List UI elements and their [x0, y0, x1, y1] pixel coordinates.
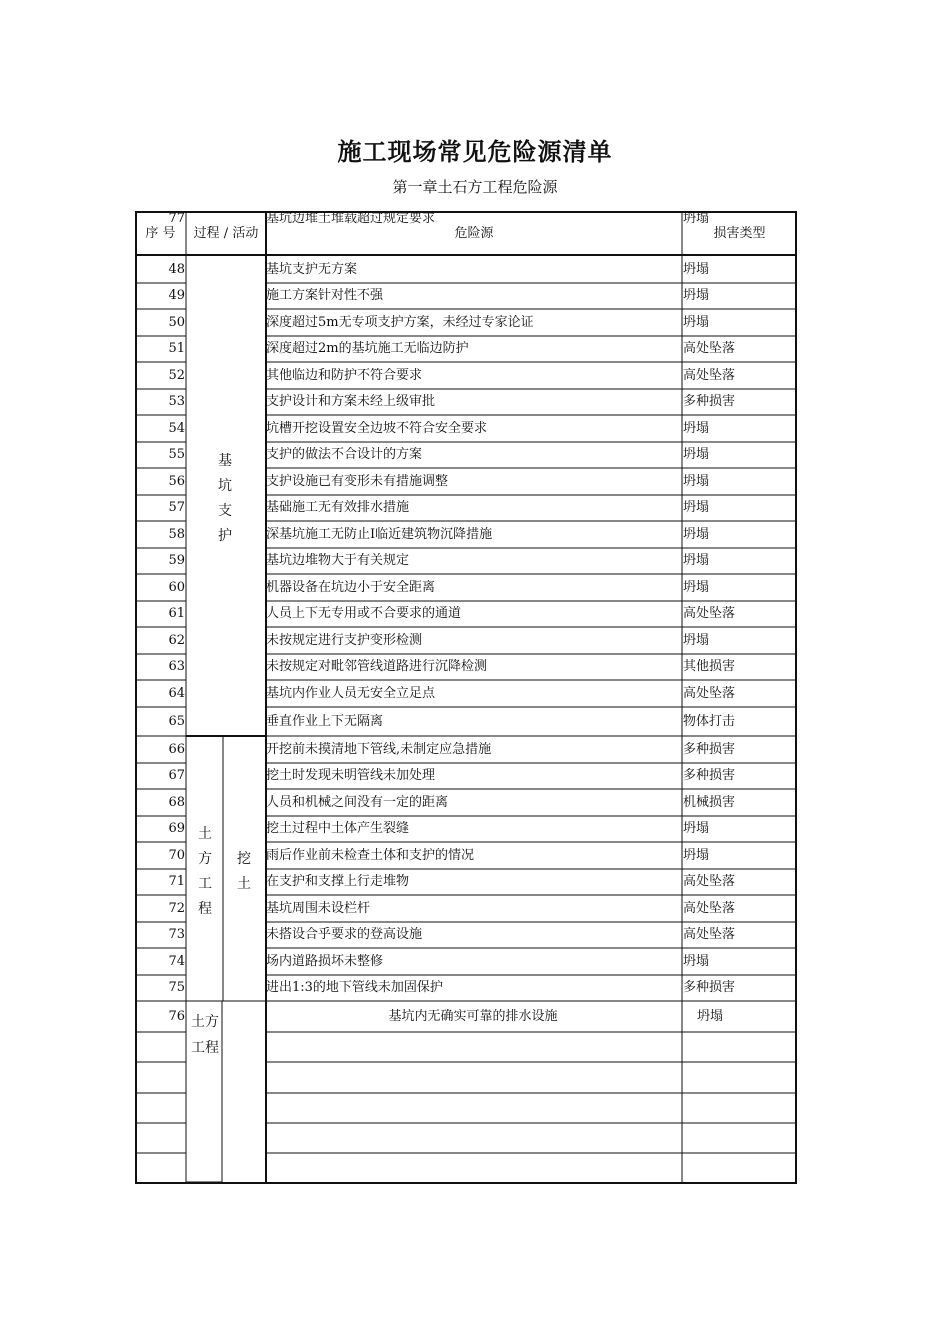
row-seq: 54	[168, 420, 185, 436]
row-hazard: 深基坑施工无防止I临近建筑物沉降措施	[266, 526, 493, 542]
row-hazard: 其他临边和防护不符合要求	[266, 367, 423, 383]
row-harm: 坍塌	[683, 473, 710, 489]
row-hazard: 深度超过5m无专项支护方案，未经过专家论证	[266, 314, 534, 330]
row-hazard: 场内道路损坏未整修	[266, 953, 384, 969]
row-hazard: 人员上下无专用或不合要求的通道	[266, 606, 462, 621]
row-hazard: 未按规定进行支护变形检测	[266, 632, 423, 648]
row-harm: 坍塌	[683, 821, 710, 836]
row-harm: 多种损害	[683, 768, 736, 783]
row-seq: 67	[168, 768, 185, 783]
row-harm: 坍塌	[697, 1008, 724, 1024]
row-hazard: 施工方案针对性不强	[266, 288, 384, 303]
row-seq: 75	[168, 980, 185, 995]
row-hazard: 基坑周围未设栏杆	[266, 900, 371, 916]
row-hazard: 基坑边堆物大于有关规定	[266, 553, 410, 568]
row-seq: 53	[168, 394, 185, 409]
row-seq: 73	[168, 927, 185, 942]
row-hazard: 支护设施已有变形未有措施调整	[266, 473, 449, 489]
row-hazard: 垂直作业上下无隔离	[266, 713, 384, 729]
row-hazard: 坑槽开挖设置安全边坡不符合安全要求	[266, 420, 488, 436]
row-hazard: 基坑内无确实可靠的排水设施	[388, 1008, 558, 1024]
row-seq: 61	[168, 606, 185, 621]
group-pit-support: 基 坑 支 护	[218, 453, 232, 544]
row-harm: 高处坠落	[683, 606, 736, 621]
row-harm: 高处坠落	[683, 367, 736, 383]
row-seq: 48	[168, 261, 185, 277]
row-seq: 63	[168, 659, 185, 674]
group-earthwork-2: 土方工程	[191, 1014, 219, 1056]
row-hazard: 深度超过2m的基坑施工无临边防护	[266, 341, 469, 356]
row-seq: 60	[168, 579, 185, 595]
row-harm: 坍塌	[683, 553, 710, 568]
row-harm: 高处坠落	[683, 341, 736, 356]
row-seq: 66	[168, 741, 185, 757]
row-hazard: 基坑边堆土堆载超过规定要求	[266, 211, 436, 226]
row-seq: 50	[168, 314, 185, 330]
row-seq: 59	[168, 553, 185, 568]
document-subtitle: 第一章土石方工程危险源	[392, 178, 558, 196]
row-harm: 高处坠落	[683, 874, 736, 889]
row-hazard: 基坑支护无方案	[266, 261, 358, 277]
row-harm: 高处坠落	[683, 685, 736, 701]
row-seq: 76	[168, 1008, 185, 1024]
row-harm: 坍塌	[683, 632, 710, 648]
row-hazard: 挖土时发现未明管线未加处理	[266, 768, 436, 783]
row-harm: 坍塌	[683, 211, 710, 226]
header-process: 过程 / 活动	[193, 226, 259, 241]
row-hazard: 进出1:3的地下管线未加固保护	[266, 980, 443, 995]
row-harm: 多种损害	[683, 394, 736, 409]
row-hazard: 挖土过程中土体产生裂缝	[266, 821, 410, 836]
row-harm: 坍塌	[683, 314, 710, 330]
row-hazard: 未按规定对毗邻管线道路进行沉降检测	[266, 659, 488, 674]
row-seq: 65	[168, 713, 185, 729]
row-harm: 其他损害	[683, 659, 736, 674]
row-harm: 坍塌	[683, 579, 710, 595]
row-seq: 74	[168, 953, 185, 969]
row-hazard: 支护设计和方案未经上级审批	[266, 394, 436, 409]
row-harm: 坍塌	[683, 847, 710, 863]
row-harm: 多种损害	[683, 741, 736, 757]
hazard-table	[135, 211, 797, 1184]
row-seq: 71	[168, 874, 185, 889]
row-seq: 69	[168, 821, 185, 836]
group-excavation: 挖 土	[237, 851, 251, 892]
row-seq: 64	[168, 685, 185, 701]
row-harm: 坍塌	[683, 420, 710, 436]
row-harm: 坍塌	[683, 526, 710, 542]
row-seq: 70	[168, 847, 185, 863]
row-harm: 坍塌	[683, 288, 710, 303]
row-hazard: 基础施工无有效排水措施	[266, 500, 410, 515]
row-seq: 68	[168, 794, 185, 810]
row-seq: 52	[168, 367, 185, 383]
row-harm: 坍塌	[683, 953, 710, 969]
row-harm: 物体打击	[683, 713, 736, 729]
row-seq: 56	[168, 473, 185, 489]
row-hazard: 在支护和支撑上行走堆物	[266, 874, 410, 889]
document-title: 施工现场常见危险源清单	[337, 137, 613, 166]
header-harm: 损害类型	[713, 226, 766, 241]
row-harm: 高处坠落	[683, 900, 736, 916]
row-seq: 77	[168, 211, 185, 226]
header-hazard: 危险源	[454, 226, 494, 241]
row-seq: 58	[168, 526, 185, 542]
row-seq: 57	[168, 500, 185, 515]
row-harm: 坍塌	[683, 500, 710, 515]
row-hazard: 机器设备在坑边小于安全距离	[266, 579, 436, 595]
row-harm: 机械损害	[683, 794, 736, 810]
row-seq: 55	[168, 447, 185, 462]
row-hazard: 开挖前未摸清地下管线,未制定应急措施	[266, 741, 492, 757]
row-seq: 49	[168, 288, 185, 303]
row-seq: 51	[168, 341, 185, 356]
group-earthwork: 土 方 工 程	[198, 826, 212, 917]
row-harm: 坍塌	[683, 261, 710, 277]
row-harm: 坍塌	[683, 447, 710, 462]
row-hazard: 支护的做法不合设计的方案	[266, 447, 423, 462]
row-seq: 62	[168, 632, 185, 648]
header-seq: 序 号	[145, 226, 176, 241]
row-hazard: 基坑内作业人员无安全立足点	[266, 685, 436, 701]
row-hazard: 雨后作业前未检查土体和支护的情况	[266, 847, 475, 863]
row-hazard: 人员和机械之间没有一定的距离	[266, 794, 449, 810]
row-harm: 多种损害	[683, 980, 736, 995]
row-hazard: 未搭设合乎要求的登高设施	[266, 927, 423, 942]
row-seq: 72	[168, 900, 185, 916]
row-harm: 高处坠落	[683, 927, 736, 942]
